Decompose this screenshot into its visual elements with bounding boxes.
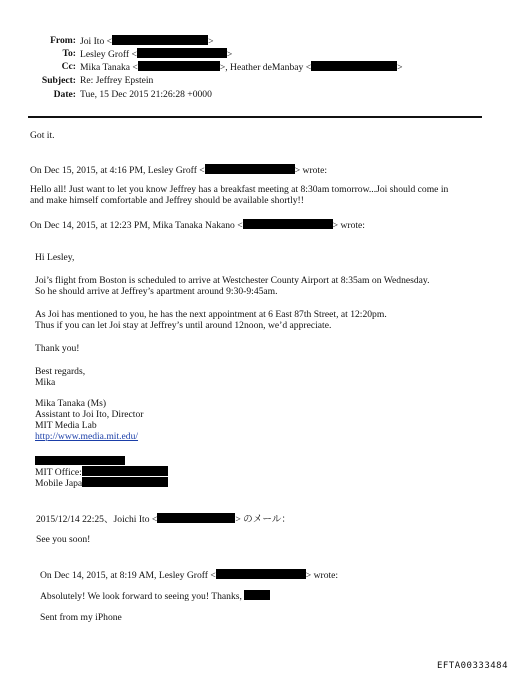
header-divider bbox=[28, 116, 482, 118]
signature-name: Mika Tanaka (Ms) bbox=[35, 398, 107, 409]
redaction bbox=[137, 48, 227, 58]
reply-text: Got it. bbox=[30, 130, 55, 141]
quote-line: and make himself comfortable and Jeffrey should be available shortly!! bbox=[30, 195, 304, 206]
quote-attribution: On Dec 14, 2015, at 8:19 AM, Lesley Groff < > wrote: bbox=[40, 570, 339, 581]
cc-label: Cc: bbox=[61, 61, 76, 72]
redaction bbox=[157, 513, 235, 523]
closing-name: Mika bbox=[35, 377, 56, 388]
from-value: Joi Ito < > bbox=[80, 36, 214, 47]
redaction bbox=[35, 456, 125, 465]
quote-line: Hello all! Just want to let you know Jeffrey has a breakfast meeting at 8:30am tomorrow...Joi should come in bbox=[30, 184, 449, 195]
closing: Best regards, bbox=[35, 366, 86, 377]
quote-attribution: On Dec 14, 2015, at 12:23 PM, Mika Tanaka Nakano < > wrote: bbox=[30, 220, 365, 231]
date-label: Date: bbox=[53, 89, 76, 100]
redaction bbox=[244, 590, 270, 600]
reply-text: See you soon! bbox=[36, 534, 91, 545]
subject-value: Re: Jeffrey Epstein bbox=[80, 75, 154, 86]
office-line: MIT Office: bbox=[35, 466, 168, 478]
date-value: Tue, 15 Dec 2015 21:26:28 +0000 bbox=[80, 89, 212, 100]
mobile-line: Mobile Japa bbox=[35, 477, 168, 489]
to-label: To: bbox=[62, 48, 76, 59]
redaction bbox=[138, 61, 220, 71]
thank-you: Thank you! bbox=[35, 343, 80, 354]
document-id: EFTA00333484 bbox=[436, 661, 508, 671]
body-line: Joi’s flight from Boston is scheduled to arrive at Westchester County Airport at 8:35am on Wednesday. bbox=[35, 275, 430, 286]
signature-org: MIT Media Lab bbox=[35, 420, 97, 431]
quote-attribution: 2015/12/14 22:25、Joichi Ito < > のメール： bbox=[36, 514, 291, 525]
redaction bbox=[243, 219, 333, 229]
redaction bbox=[216, 569, 306, 579]
body-line: So he should arrive at Jeffrey’s apartment around 9:30-9:45am. bbox=[35, 286, 278, 297]
redaction bbox=[82, 477, 168, 487]
sent-from: Sent from my iPhone bbox=[40, 612, 122, 623]
greeting: Hi Lesley, bbox=[35, 252, 75, 263]
from-label: From: bbox=[50, 35, 76, 46]
body-line: As Joi has mentioned to you, he has the next appointment at 6 East 87th Street, at 12:20pm. bbox=[35, 309, 387, 320]
signature-url-link[interactable]: http://www.media.mit.edu/ bbox=[35, 431, 139, 442]
redaction bbox=[205, 164, 295, 174]
cc-value: Mika Tanaka < >, Heather deManbay < > bbox=[80, 62, 403, 73]
redaction bbox=[82, 466, 168, 476]
quote-attribution: On Dec 15, 2015, at 4:16 PM, Lesley Groff < > wrote: bbox=[30, 165, 328, 176]
to-value: Lesley Groff < > bbox=[80, 49, 233, 60]
signature-title: Assistant to Joi Ito, Director bbox=[35, 409, 144, 420]
body-line: Absolutely! We look forward to seeing you! Thanks, bbox=[40, 590, 270, 602]
redaction bbox=[311, 61, 397, 71]
body-line: Thus if you can let Joi stay at Jeffrey’s until around 12noon, we’d appreciate. bbox=[35, 320, 332, 331]
redaction bbox=[112, 35, 208, 45]
subject-label: Subject: bbox=[41, 75, 76, 86]
